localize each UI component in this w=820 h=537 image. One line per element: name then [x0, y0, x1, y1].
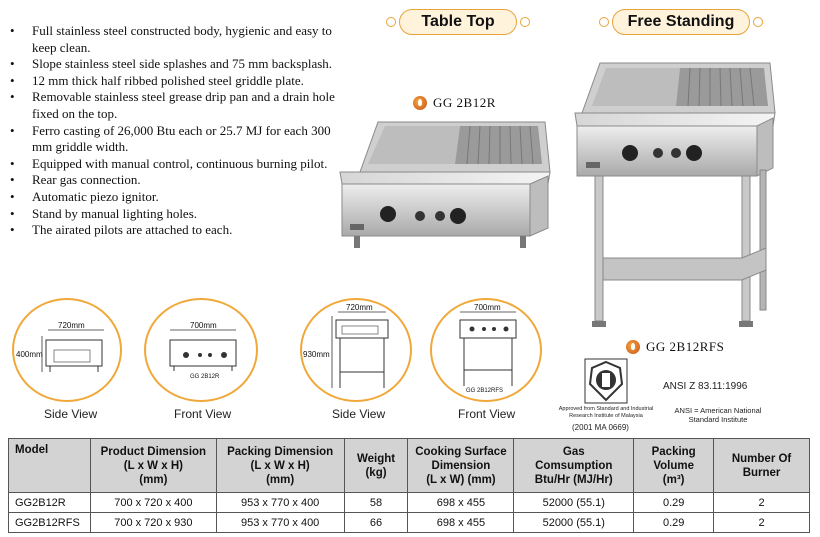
ansi-standard: ANSI Z 83.11:1996 [663, 381, 748, 392]
tag-dot-icon [520, 17, 530, 27]
drawing-model: GG 2B12RFS [466, 388, 504, 394]
feature-item: • Full stainless steel constructed body, hygienic and easy to keep clean. [8, 23, 338, 56]
free-standing-model-text: GG 2B12RFS [646, 339, 725, 354]
table-top-side-view-label: Side View [44, 407, 98, 421]
ansi-definition: ANSI = American National Standard Institute [674, 406, 762, 424]
feature-item: • Ferro casting of 26,000 Btu each or 25.7 MJ for each 300 mm griddle width. [8, 123, 338, 156]
feature-item: • Rear gas connection. [8, 172, 338, 189]
header-cooking-surface: Cooking Surface Dimension (L x W) (mm) [408, 439, 514, 493]
table-top-model-text: GG 2B12R [433, 95, 496, 110]
brand-mark-icon [413, 96, 427, 110]
front-view-drawing-icon [146, 300, 256, 400]
cell-weight: 66 [344, 513, 408, 533]
table-top-tag [399, 9, 517, 35]
feature-item: • The airated pilots are attached to each. [8, 222, 338, 239]
cell-packing-dimension: 953 x 770 x 400 [216, 513, 344, 533]
cell-gas-consumption: 52000 (55.1) [514, 513, 634, 533]
width-dimension: 700mm [190, 321, 217, 330]
table-row [9, 513, 810, 533]
feature-item: • Equipped with manual control, continuous burning pilot. [8, 156, 338, 173]
table-top-tag-label: Table Top [421, 13, 495, 30]
brand-mark-icon [626, 340, 640, 354]
specification-table [8, 438, 810, 533]
free-standing-tag-label: Free Standing [627, 13, 735, 30]
cell-weight: 58 [344, 493, 408, 513]
free-standing-front-view-label: Front View [458, 407, 516, 421]
table-top-front-view [144, 298, 258, 402]
cell-product-dimension: 700 x 720 x 930 [90, 513, 216, 533]
tag-dot-icon [599, 17, 609, 27]
header-number-of-burner: Number Of Burner [714, 439, 810, 493]
free-standing-tag [612, 9, 750, 35]
feature-item: • Removable stainless steel grease drip pan and a drain hole fixed on the top. [8, 89, 338, 122]
feature-item: • Automatic piezo ignitor. [8, 189, 338, 206]
header-packing-dimension: Packing Dimension (L x W x H) (mm) [216, 439, 344, 493]
cell-model: GG2B12RFS [9, 513, 91, 533]
height-dimension: 930mm [303, 350, 330, 359]
header-gas-consumption: Gas Comsumption Btu/Hr (MJ/Hr) [514, 439, 634, 493]
cell-packing-dimension: 953 x 770 x 400 [216, 493, 344, 513]
cell-number-of-burner: 2 [714, 493, 810, 513]
free-standing-griddle-image [570, 38, 780, 338]
cell-product-dimension: 700 x 720 x 400 [90, 493, 216, 513]
header-packing-volume: Packing Volume (m³) [634, 439, 714, 493]
table-top-griddle-image [330, 112, 560, 252]
free-standing-side-view-label: Side View [332, 407, 386, 421]
width-dimension: 720mm [346, 303, 373, 312]
width-dimension: 720mm [58, 321, 85, 330]
table-header-row [9, 439, 810, 493]
tag-dot-icon [753, 17, 763, 27]
header-product-dimension: Product Dimension (L x W x H) (mm) [90, 439, 216, 493]
approval-code: (2001 MA 0669) [572, 423, 629, 432]
cell-number-of-burner: 2 [714, 513, 810, 533]
cell-model: GG2B12R [9, 493, 91, 513]
header-model: Model [9, 439, 91, 493]
feature-item: • Slope stainless steel side splashes and 75 mm backsplash. [8, 56, 338, 73]
feature-item: • Stand by manual lighting holes. [8, 206, 338, 223]
free-standing-front-view [430, 298, 542, 402]
free-standing-side-view [300, 298, 412, 402]
header-weight: Weight (kg) [344, 439, 408, 493]
table-top-model-label [413, 95, 496, 111]
cell-cooking-surface: 698 x 455 [408, 493, 514, 513]
width-dimension: 700mm [474, 303, 501, 312]
table-row [9, 493, 810, 513]
free-standing-model-label [626, 339, 724, 355]
cell-cooking-surface: 698 x 455 [408, 513, 514, 533]
table-top-side-view [12, 298, 122, 402]
feature-list [8, 23, 338, 239]
cell-gas-consumption: 52000 (55.1) [514, 493, 634, 513]
table-top-front-view-label: Front View [174, 407, 232, 421]
tag-dot-icon [386, 17, 396, 27]
cell-packing-volume: 0.29 [634, 513, 714, 533]
front-view-drawing-icon [432, 300, 540, 400]
drawing-model: GG 2B12R [190, 374, 220, 380]
height-dimension: 400mm [16, 350, 43, 359]
approval-text: Approved from Standard and Industrial Research Institute of Malaysia [558, 406, 654, 419]
sirim-certification-logo [584, 358, 628, 404]
cell-packing-volume: 0.29 [634, 493, 714, 513]
feature-item: • 12 mm thick half ribbed polished steel griddle plate. [8, 73, 338, 90]
